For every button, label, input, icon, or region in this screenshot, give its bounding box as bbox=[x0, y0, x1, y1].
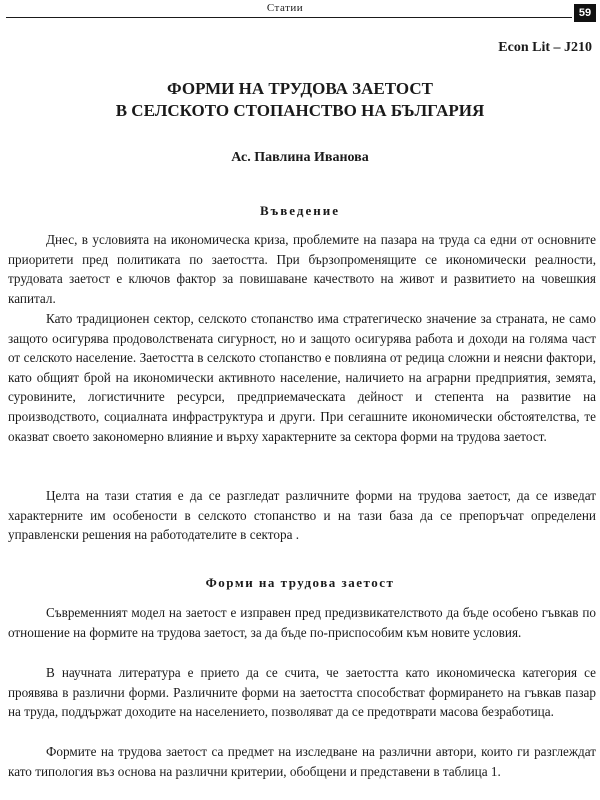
paragraph-6: Формите на трудова заетост са предмет на изследване на различни автори, които ги разглеждат като типология въз основа на различни критерии, обобщени и представени в таблица 1. bbox=[8, 744, 596, 779]
page-number-badge: 59 bbox=[574, 4, 596, 22]
section-heading-forms: Форми на трудова заетост bbox=[205, 575, 395, 590]
section-heading-introduction: Въведение bbox=[260, 203, 340, 218]
running-header-section: Статии bbox=[266, 2, 304, 14]
paragraph-5: В научната литература е прието да се счита, че заетостта като икономическа категория се проявява в различни форми. Различните форми на заетостта способстват формирането на гъвкав пазар на труда, поддържат доходите на населението, позволяват да се предотврати масова безработица. bbox=[8, 665, 596, 720]
header-rule bbox=[6, 17, 572, 18]
classification-code: Econ Lit – J210 bbox=[498, 40, 592, 55]
author-name: Ас. Павлина Иванова bbox=[231, 150, 369, 165]
article-title bbox=[0, 78, 600, 122]
running-header bbox=[0, 0, 600, 22]
paragraph-4: Съвременният модел на заетост е изправен пред предизвикателството да бъде особено гъвкав по отношение на формите на трудова заетост, за да бъде по-приспособим към новите условия. bbox=[8, 605, 596, 640]
paragraph-3: Целта на тази статия е да се разгледат различните форми на трудова заетост, да се изведат характерните им особености в селското стопанство и на тази база да се препоръчат определени управленски решения на работодателите в сектора . bbox=[8, 488, 596, 543]
article-title-line-2: В СЕЛСКОТО СТОПАНСТВО НА БЪЛГАРИЯ bbox=[115, 101, 485, 120]
paragraph-1: Днес, в условията на икономическа криза, проблемите на пазара на труда са едни от основните приоритети пред политиката по заетостта. При бързопроменящите се икономически реалности, трудовата заетост е ключов фактор за повишаване качеството на живот и развитието на човешкия капитал. bbox=[8, 232, 596, 306]
paragraph-2: Като традиционен сектор, селското стопанство има стратегическо значение за страната, не само защото осигурява продоволствената сигурност, но и защото осигурява работа и доходи на голяма част от селското население. Заетостта в селското стопанство е повлияна от редица сложни и неясни фактори, като общият брой на икономически активното население, наличието на аграрни предприятия, земята, суровините, логистичните ресурси, предприемаческата дейност и степента на развитие на производството, социалната инфраструктура и други. При сегашните икономически обстоятелства, те оказват своето закономерно влияние и върху характерните за сектора форми на трудова заетост. bbox=[8, 311, 596, 444]
article-title-line-1: ФОРМИ НА ТРУДОВА ЗАЕТОСТ bbox=[167, 79, 433, 98]
